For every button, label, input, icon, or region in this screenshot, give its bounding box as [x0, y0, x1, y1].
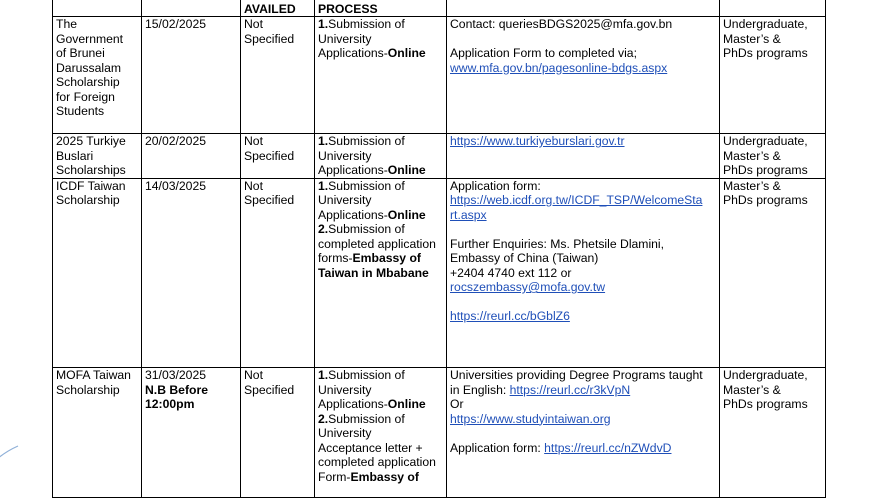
- hyperlink[interactable]: rt.aspx: [450, 207, 487, 222]
- contact-line: [450, 134, 716, 149]
- funding-line: Specified: [244, 193, 295, 207]
- process-line: [318, 46, 443, 61]
- cell-level: [720, 178, 826, 368]
- line-text: Applications-: [318, 163, 388, 177]
- deadline-line: 15/02/2025: [145, 17, 206, 31]
- contact-line: [450, 208, 716, 223]
- line-text: Acceptance letter +: [318, 440, 423, 455]
- line-text: Further Enquiries: Ms. Phetsile Dlamini,: [450, 236, 665, 251]
- cell-level: [720, 368, 826, 498]
- table-row: [53, 134, 826, 179]
- header-cell-deadline: [142, 0, 241, 17]
- line-text: Application form:: [450, 440, 545, 455]
- line-text: Submission of: [328, 368, 405, 382]
- hyperlink[interactable]: https://reurl.cc/bGblZ6: [450, 309, 570, 323]
- cell-deadline: [142, 178, 241, 368]
- line-text: Submission of: [328, 411, 405, 426]
- line-text: University: [318, 426, 372, 440]
- bold-text: Online: [387, 207, 426, 222]
- name-line: Scholarships: [56, 163, 126, 177]
- line-text: Contact: queriesBDGS2025@mfa.gov.bn: [450, 17, 673, 31]
- contact-line: [450, 383, 716, 398]
- contact-line: [450, 309, 716, 324]
- cell-level: [720, 134, 826, 179]
- cell-contact: [447, 178, 720, 368]
- cell-contact: [447, 17, 720, 134]
- cell-name: [53, 134, 142, 179]
- cell-process: [315, 368, 447, 498]
- cell-process: [315, 17, 447, 134]
- funding-line: Specified: [244, 31, 295, 46]
- funding-line: Not: [244, 368, 263, 382]
- process-line: [318, 397, 443, 412]
- deadline-line: [145, 397, 237, 412]
- process-line: [318, 426, 443, 441]
- cell-funding: [241, 17, 315, 134]
- cell-deadline: [142, 17, 241, 134]
- funding-line: Specified: [244, 148, 295, 163]
- contact-line: [450, 412, 716, 427]
- name-line: of Brunei: [56, 46, 105, 60]
- level-line: Master’s &: [723, 148, 781, 163]
- name-line: Buslari: [56, 148, 94, 163]
- name-line: The: [56, 17, 78, 31]
- header-cell-level: [720, 0, 826, 17]
- deadline-line: [145, 383, 237, 398]
- hyperlink[interactable]: https://reurl.cc/nZWdvD: [544, 440, 672, 455]
- process-line: [318, 222, 443, 237]
- bold-text: 2.: [318, 411, 329, 426]
- bold-text: N.B Before: [145, 382, 208, 397]
- contact-line: [450, 426, 716, 441]
- cell-contact: [447, 368, 720, 498]
- contact-line: [450, 441, 716, 456]
- process-line: [318, 237, 443, 252]
- process-line: [318, 266, 443, 281]
- contact-line: [450, 353, 716, 368]
- name-line: for Foreign: [56, 89, 115, 104]
- hyperlink[interactable]: https://reurl.cc/r3kVpN: [509, 382, 631, 397]
- line-text: 31/03/2025: [145, 368, 206, 382]
- process-line: [318, 470, 443, 485]
- process-line: [318, 455, 443, 470]
- hyperlink[interactable]: https://www.studyintaiwan.org: [450, 411, 611, 426]
- table-row: [53, 17, 826, 134]
- name-line: Scholarship: [56, 382, 120, 397]
- level-line: Undergraduate,: [723, 134, 808, 148]
- cell-name: [53, 368, 142, 498]
- name-line: Scholarship: [56, 193, 120, 207]
- line-text: Universities providing Degree Programs taught: [450, 368, 703, 382]
- line-text: completed application: [318, 455, 436, 469]
- process-line: [318, 193, 443, 208]
- bold-text: 1.: [318, 17, 329, 31]
- cell-level: [720, 17, 826, 134]
- contact-line: [450, 46, 716, 61]
- name-line: Students: [56, 104, 105, 118]
- process-line: [318, 368, 443, 383]
- line-text: Submission of: [328, 222, 405, 236]
- line-text: Applications-: [318, 397, 388, 411]
- bold-text: Embassy of: [352, 251, 421, 265]
- cell-name: [53, 178, 142, 368]
- line-text: forms-: [318, 251, 353, 265]
- bold-text: 2.: [318, 222, 329, 236]
- deadline-line: 20/02/2025: [145, 134, 206, 148]
- cell-deadline: [142, 134, 241, 179]
- funding-line: Not: [244, 17, 263, 31]
- funding-line: Specified: [244, 382, 295, 397]
- name-line: 2025 Turkiye: [56, 134, 126, 148]
- contact-line: [450, 32, 716, 47]
- level-line: Undergraduate,: [723, 17, 808, 31]
- process-line: [318, 179, 443, 194]
- corner-arc-decoration: [0, 436, 20, 470]
- contact-line: [450, 338, 716, 353]
- level-line: Master’s &: [723, 382, 781, 397]
- line-text: Submission of: [328, 134, 405, 148]
- line-text: Submission of: [328, 17, 405, 31]
- table-row: [53, 368, 826, 498]
- line-text: University: [318, 148, 372, 163]
- cell-name: [53, 17, 142, 134]
- header-cell-contact: [447, 0, 720, 17]
- level-line: PhDs programs: [723, 193, 808, 207]
- contact-line: [450, 266, 716, 281]
- contact-line: [450, 397, 716, 412]
- level-line: Master’s &: [723, 31, 781, 46]
- process-line: [318, 32, 443, 47]
- bold-text: 1.: [318, 134, 329, 148]
- line-text: University: [318, 382, 372, 397]
- bold-text: 12:00pm: [145, 397, 195, 411]
- header-cell-process: PROCESS: [315, 0, 447, 17]
- deadline-line: [145, 368, 237, 383]
- table-row: [53, 178, 826, 368]
- process-line: [318, 134, 443, 149]
- contact-line: [450, 251, 716, 266]
- line-text: Application Form to completed via;: [450, 46, 637, 60]
- contact-line: [450, 295, 716, 310]
- hyperlink[interactable]: www.mfa.gov.bn/pagesonline-bdgs.aspx: [450, 60, 668, 75]
- cell-funding: [241, 134, 315, 179]
- contact-line: [450, 179, 716, 194]
- process-line: [318, 17, 443, 32]
- line-text: completed application: [318, 236, 436, 251]
- line-text: Embassy of China (Taiwan): [450, 251, 599, 265]
- line-text: Applications-: [318, 207, 388, 222]
- contact-line: [450, 193, 716, 208]
- line-text: Applications-: [318, 46, 388, 60]
- name-line: MOFA Taiwan: [56, 368, 131, 382]
- level-line: Undergraduate,: [723, 368, 808, 382]
- cell-process: [315, 178, 447, 368]
- cell-deadline: [142, 368, 241, 498]
- process-line: [318, 149, 443, 164]
- deadline-line: 14/03/2025: [145, 178, 206, 193]
- name-line: Scholarship: [56, 75, 120, 89]
- line-text: Application form:: [450, 178, 541, 193]
- line-text: University: [318, 31, 372, 46]
- contact-line: [450, 280, 716, 295]
- hyperlink[interactable]: https://www.turkiyeburslari.gov.tr: [450, 134, 625, 148]
- process-line: [318, 251, 443, 266]
- cell-contact: [447, 134, 720, 179]
- level-line: PhDs programs: [723, 397, 808, 411]
- level-line: Master’s &: [723, 178, 781, 193]
- header-cell-funding: AVAILED: [241, 0, 315, 17]
- bold-text: Embassy of: [350, 469, 419, 484]
- process-line: [318, 412, 443, 427]
- header-cell-scholarship: [53, 0, 142, 17]
- scholarship-table: [52, 0, 826, 498]
- contact-line: [450, 222, 716, 237]
- contact-line: [450, 61, 716, 76]
- bold-text: Taiwan in Mbabane: [318, 265, 429, 280]
- bold-text: Online: [387, 163, 426, 177]
- process-line: [318, 441, 443, 456]
- funding-line: Not: [244, 178, 263, 193]
- funding-line: Not: [244, 134, 263, 148]
- bold-text: 1.: [318, 178, 329, 193]
- line-text: Form-: [318, 469, 351, 484]
- hyperlink[interactable]: https://web.icdf.org.tw/ICDF_TSP/WelcomeSta: [450, 193, 703, 207]
- contact-line: [450, 17, 716, 32]
- cell-process: [315, 134, 447, 179]
- line-text: Or: [450, 397, 464, 411]
- line-text: University: [318, 193, 372, 207]
- bold-text: 1.: [318, 368, 329, 382]
- contact-line: [450, 368, 716, 383]
- line-text: Submission of: [328, 178, 405, 193]
- process-line: [318, 208, 443, 223]
- process-line: [318, 163, 443, 178]
- name-line: Darussalam: [56, 60, 122, 75]
- name-line: Government: [56, 31, 124, 46]
- cell-funding: [241, 178, 315, 368]
- line-text: +2404 4740 ext 112 or: [450, 265, 572, 280]
- line-text: in English:: [450, 382, 510, 397]
- level-line: PhDs programs: [723, 163, 808, 177]
- hyperlink[interactable]: rocszembassy@mofa.gov.tw: [450, 280, 606, 294]
- process-line: [318, 383, 443, 398]
- contact-line: [450, 324, 716, 339]
- bold-text: Online: [387, 46, 426, 60]
- table-header-row: [53, 0, 826, 17]
- name-line: ICDF Taiwan: [56, 178, 126, 193]
- cell-funding: [241, 368, 315, 498]
- contact-line: [450, 237, 716, 252]
- bold-text: Online: [387, 397, 426, 411]
- level-line: PhDs programs: [723, 46, 808, 60]
